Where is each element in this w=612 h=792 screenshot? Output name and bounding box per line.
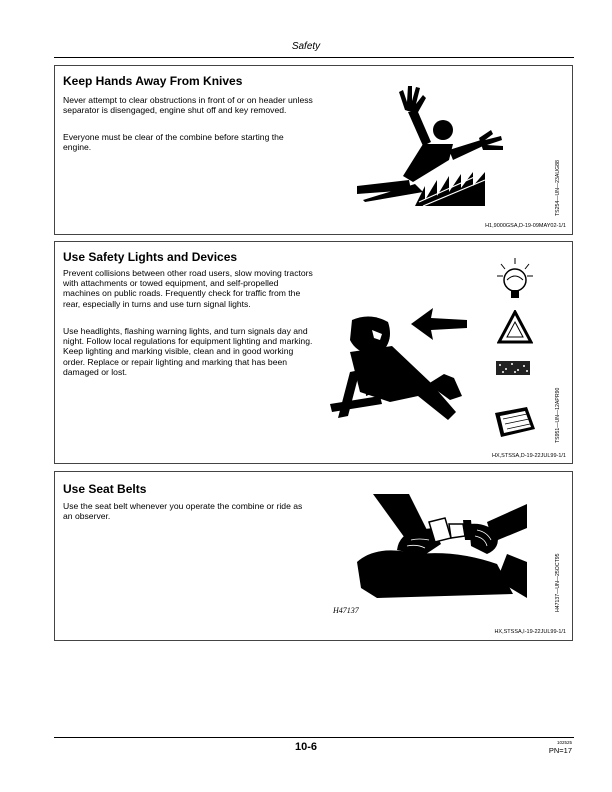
knife-teeth-icon: [415, 166, 515, 206]
section-seat-belts: [54, 471, 573, 641]
section-title: Keep Hands Away From Knives: [63, 74, 243, 88]
header-rule: [54, 57, 574, 58]
footer-code: 102525: [556, 740, 572, 745]
seat-belt-buckle-icon: [337, 494, 527, 604]
section-title: Use Safety Lights and Devices: [63, 250, 238, 264]
footer-rule: [54, 737, 574, 738]
smv-triangle-icon: [497, 310, 533, 344]
figure-code: TS951—UN—12APR90: [555, 387, 561, 443]
section-keep-hands-away: [54, 65, 573, 235]
footer-pn: PN=17: [548, 746, 572, 755]
section-paragraph: Never attempt to clear obstructions in front of or on header unless separator is disengaged, engine shut off and key removed.: [63, 95, 313, 116]
section-paragraph: Use the seat belt whenever you operate the combine or ride as an observer.: [63, 501, 303, 522]
page-header-title: Safety: [291, 41, 321, 52]
figure-code: H47137—UN—25OCT95: [555, 553, 561, 612]
tail-light-icon: [491, 405, 537, 439]
section-title: Use Seat Belts: [63, 482, 147, 496]
page-number: 10-6: [294, 741, 318, 753]
section-safety-lights: [54, 241, 573, 464]
reflector-strip-icon: [495, 360, 531, 376]
section-ref-code: H1,9000GSA,D-19-09MAY02-1/1: [485, 223, 566, 229]
section-paragraph: Use headlights, flashing warning lights, and turn signals day and night. Follow local regulations for equipment lighting and marking. Keep lighting and marking visible, clean and in good working order. Replace or repair lighting and marking that has been damaged or lost.: [63, 326, 313, 377]
arrow-icon: [409, 306, 469, 342]
section-paragraph: Prevent collisions between other road users, slow moving tractors with attachments or towed equipment, and self-propelled machines on public roads. Frequently check for traffic from the rear, especially in turns and use turn signal lights.: [63, 268, 313, 309]
beacon-light-icon: [495, 256, 535, 302]
figure-label: H47137: [333, 606, 359, 615]
section-paragraph: Everyone must be clear of the combine before starting the engine.: [63, 132, 284, 153]
section-ref-code: HX,STSSA,D-19-22JUL99-1/1: [492, 453, 566, 459]
section-ref-code: HX,STSSA,I-19-22JUL99-1/1: [494, 629, 566, 635]
figure-code: TS254—UN—23AUG88: [555, 160, 561, 216]
